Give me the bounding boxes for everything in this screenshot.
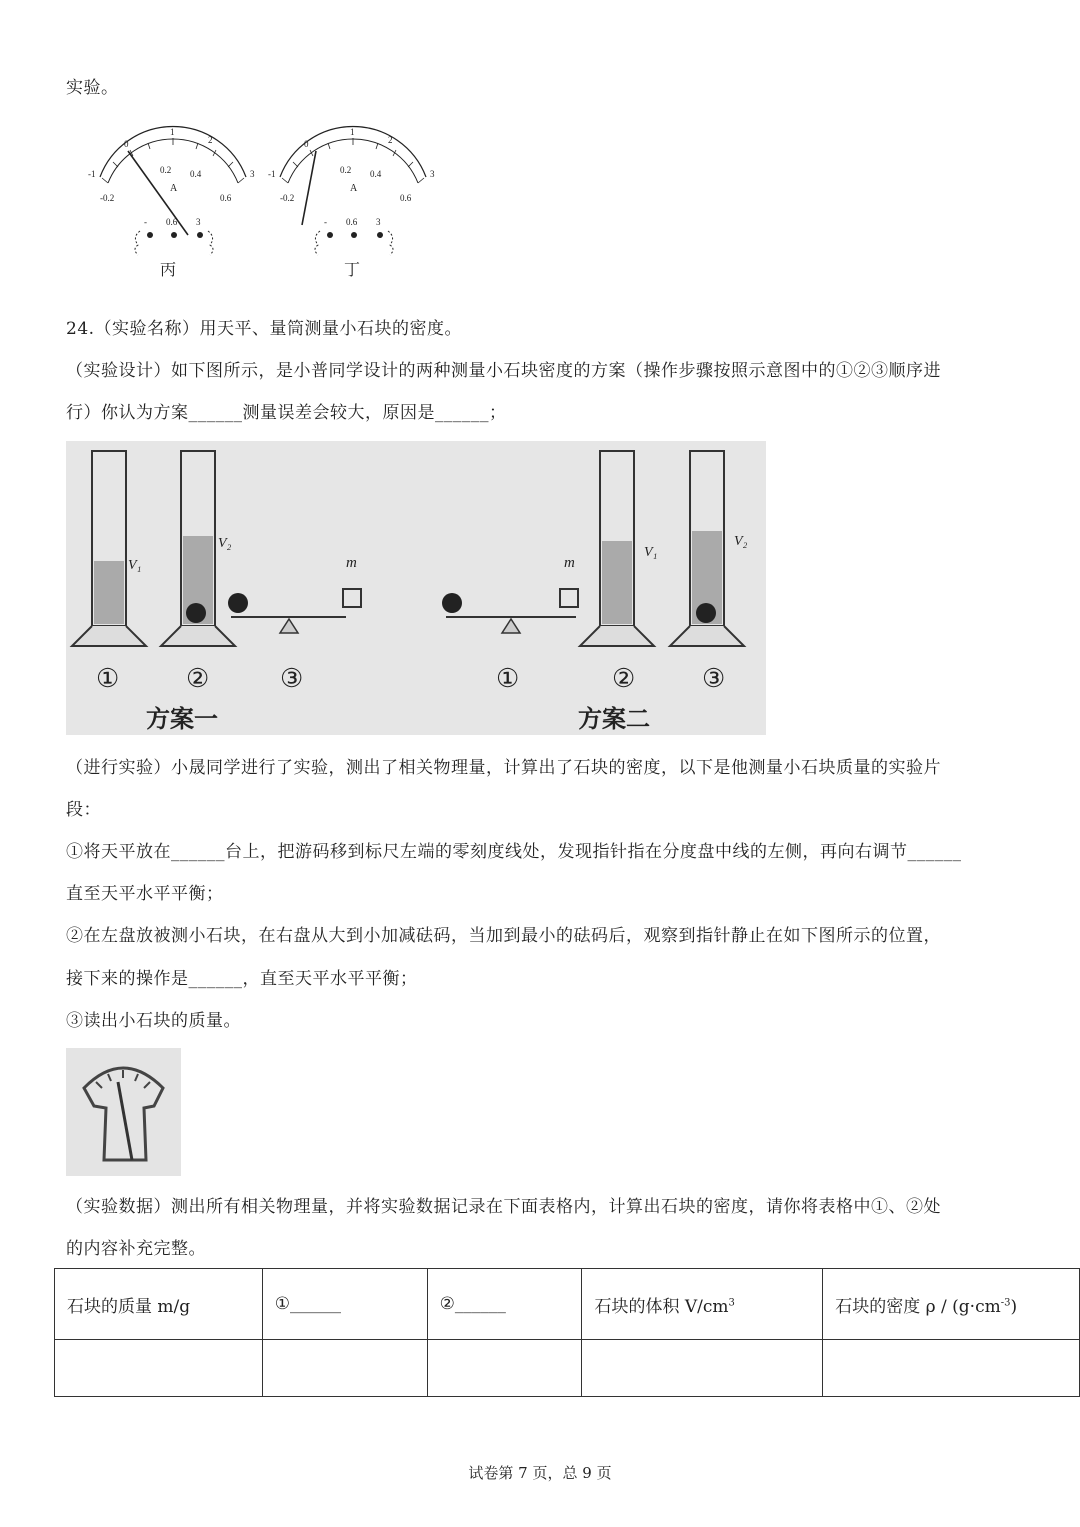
unit-label: A [350,183,358,194]
ammeter-ding [268,126,435,279]
terminal-label: 3 [196,217,201,227]
step-label: ③ [702,664,726,693]
table-header-row [55,1269,1080,1340]
v1-label: V₁ [644,545,658,560]
needle [302,151,316,225]
table-cell-blank1: ①______ [262,1269,427,1340]
table-cell-volume: 石块的体积 $V/cm^3$ [582,1269,823,1340]
q24-design-line2: 行）你认为方案______测量误差会较大，原因是______； [66,403,507,423]
step-label: ② [186,664,210,693]
table-cell-blank2: ②______ [427,1269,582,1340]
table-row [55,1340,1080,1397]
tick-label: -1 [268,169,276,179]
table-cell[interactable] [823,1340,1080,1397]
terminal-label: 3 [376,217,381,227]
table-cell[interactable] [262,1340,427,1397]
step-label: ① [96,664,120,693]
step-label: ③ [280,664,304,693]
q24-step2-line1: ②在左盘放被测小石块，在右盘从大到小加减砝码，当加到最小的砝码后，观察到指针静止在如下图所示的位置， [66,926,941,946]
q24-step1-line1: ①将天平放在______台上，把游码移到标尺左端的零刻度线处，发现指针指在分度盘中线的左侧，再向右调节______ [66,842,962,862]
q24-data-line1: （实验数据）测出所有相关物理量，并将实验数据记录在下面表格内，计算出石块的密度，请你将表格中①、②处 [66,1197,941,1217]
table-cell[interactable] [427,1340,582,1397]
tick-label: 0 [124,139,129,149]
v2-label: V₂ [734,534,748,549]
tick-label: 3 [430,169,435,179]
tick-label: 2 [208,135,213,145]
q24-step2-line2: 接下来的操作是______，直至天平水平平衡； [66,969,418,989]
q24-step1-line2: 直至天平水平平衡； [66,884,224,904]
tick-label: 0.2 [340,165,352,175]
terminal-label: 0.6 [346,217,358,227]
tick-label: 0 [304,139,309,149]
tick-label: 0.2 [160,165,172,175]
q24-conduct-line1: （进行实验）小晟同学进行了实验，测出了相关物理量，计算出了石块的密度，以下是他测量小石块质量的实验片 [66,758,941,778]
tick-label: -0.2 [100,193,115,203]
v2-label: V₂ [218,536,232,551]
table-cell[interactable] [55,1340,263,1397]
q24-conduct-line2: 段： [66,800,101,820]
table-cell[interactable] [582,1340,823,1397]
ammeter-bing [88,126,255,279]
dial-figure [66,1048,181,1176]
caption: 丙 [160,262,177,279]
terminal-label: 0.6 [166,217,178,227]
q24-design-line1: （实验设计）如下图所示，是小普同学设计的两种测量小石块密度的方案（操作步骤按照示意图中的①②③顺序进 [66,361,941,381]
v1-label: V₁ [128,558,142,573]
q24-step3: ③读出小石块的质量。 [66,1011,241,1031]
tick-label: 0.4 [370,169,382,179]
tick-label: 0.4 [190,169,202,179]
terminal-label: - [324,217,327,227]
tick-label: 3 [250,169,255,179]
m-label: m [564,555,575,571]
q24-title: 24.（实验名称）用天平、量筒测量小石块的密度。 [66,319,463,339]
q24-data-line2: 的内容补充完整。 [66,1239,206,1259]
tick-label: 1 [170,127,175,137]
tick-label: -1 [88,169,96,179]
table-cell-density: 石块的密度 $\rho / (g\cdot cm^{-3})$ [823,1269,1080,1340]
data-table [54,1268,1080,1397]
ammeter-figure [78,125,448,285]
tick-label: 0.6 [220,193,232,203]
page-footer: 试卷第 7 页，总 9 页 [468,1464,612,1482]
caption: 丁 [344,262,361,279]
unit-label: A [170,183,178,194]
intro-text: 实验。 [66,78,119,98]
plans-figure [66,441,766,735]
step-label: ② [612,664,636,693]
needle [128,151,188,235]
tick-label: -0.2 [280,193,295,203]
tick-label: 0.6 [400,193,412,203]
terminal-label: - [144,217,147,227]
step-label: ① [496,664,520,693]
table-cell-mass: 石块的质量 m/g [55,1269,263,1340]
tick-label: 2 [388,135,393,145]
m-label: m [346,555,357,571]
plan2-label: 方案二 [578,706,650,733]
tick-label: 1 [350,127,355,137]
plan1-label: 方案一 [146,706,218,733]
